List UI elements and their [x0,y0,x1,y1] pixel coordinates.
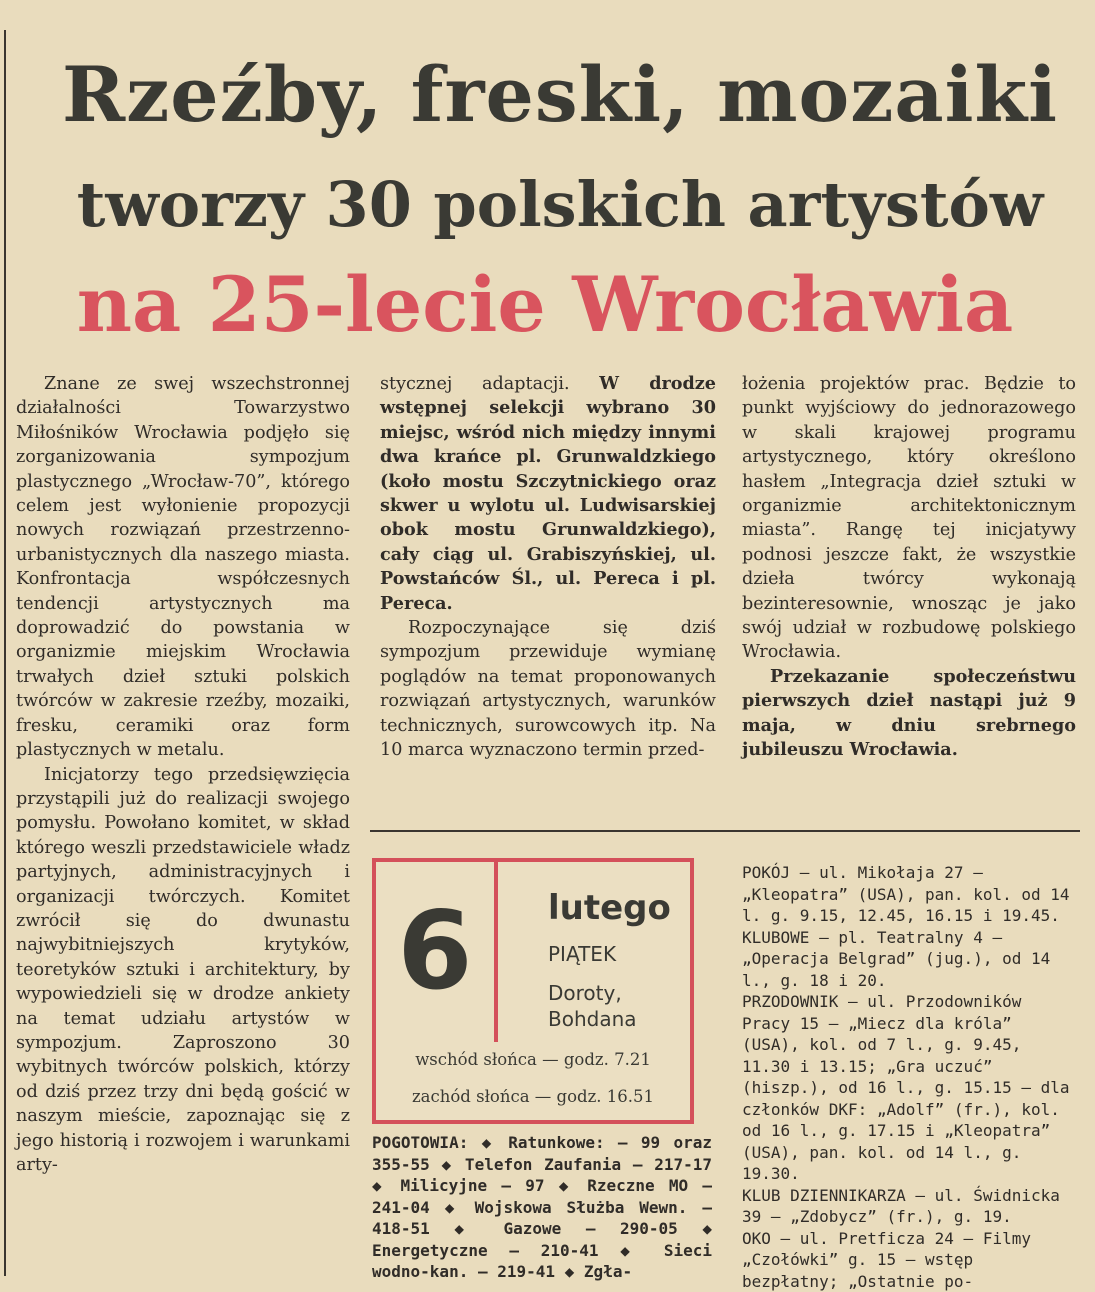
emergency-numbers: POGOTOWIA: ◆ Ratunkowe: — 99 oraz 355-55 ◆ Telefon Zaufania — 217-17 ◆ Milicyjne — 97 ◆ Rzeczne MO — 241-04 ◆ Wojskowa Służba Wewn. — 418-51 ◆ Gazowe — 290-05 ◆ Energetyczne — 210-41 ◆ Sieci wodno-kan. — 219-41 ◆ Zgła- [372,1132,712,1283]
article-paragraph: Rozpoczynające się dziś sympozjum przewiduje wymianę poglądów na temat proponowanych rozwiązań artystycznych, warunków technicznych, surowcowych itp. Na 10 marca wyznaczono termin przed- [380,616,716,762]
article-paragraph: łożenia projektów prac. Będzie to punkt wyjściowy do jednorazowego w skali krajowej programu artystycznego, który określono hasłem „Integracja dzieł sztuki w organizmie architektonicznym miasta”. Rangę tej inicjatywy podnosi jeszcze fakt, że wszystkie dzieła twórcy wykonają bezinteresownie, wnosząc je jako swój udział w rozbudowę polskiego Wrocławia. [742,372,1076,665]
sunset-text: zachód słońca — godz. 16.51 [376,1087,690,1106]
calendar-box [372,858,694,1124]
cinema-item: KLUBOWE — pl. Teatralny 4 — „Operacja Belgrad” (jug.), od 14 l., g. 18 i 20. [742,927,1078,992]
calendar-weekday: PIĄTEK [548,942,616,966]
column-rule [4,30,6,1276]
article-paragraph [380,372,716,616]
article-column-1 [16,372,350,1177]
calendar-day: 6 [376,862,498,1042]
section-divider [370,830,1080,832]
headline-line-1: Rzeźby, freski, mozaiki [40,45,1080,145]
article-bold-text: W drodze wstępnej selekcji wybrano 30 miejsc, wśród nich między innymi dwa krańce pl. Grunwaldzkiego (koło mostu Szczytnickiego oraz skwer u wylotu ul. Ludwisarskiej obok mostu Grunwaldzkiego), cały ciąg ul. Grabiszyńskiej, ul. Powstańców Śl., ul. Pereca i pl. Pereca. [380,373,716,614]
article-text: stycznej adaptacji. [380,374,599,394]
headline-line-3: na 25-lecie Wrocławia [40,255,1050,355]
article-paragraph: Inicjatorzy tego przedsięwzięcia przystąpili już do realizacji swojego pomysłu. Powołano komitet, w skład którego weszli przedstawiciele władz partyjnych, administracyjnych i organizacji twórczych. Komitet zwrócił się do dwunastu najwybitniejszych krytyków, teoretyków sztuki i architektury, by wypowiedzieli się w drodze ankiety na temat udziału artystów w sympozjum. Zaproszono 30 wybitnych twórców polskich, którzy od dziś przez trzy dni będą gościć w naszym mieście, zapoznając się z jego historią i rozwojem i warunkami arty- [16,763,350,1178]
sunrise-text: wschód słońca — godz. 7.21 [376,1050,690,1069]
cinema-item: PRZODOWNIK — ul. Przodowników Pracy 15 — „Miecz dla króla” (USA), kol. od 7 l., g. 9.45, 11.30 i 13.15; „Gra uczuć” (hiszp.), od 16 l., g. 15.15 — dla członków DKF: „Adolf” (fr.), kol. od 16 l., g. 17.15 i „Kleopatra” (USA), pan. kol. od 14 l., g. 19.30. [742,991,1078,1185]
cinema-item: POKÓJ — ul. Mikołaja 27 — „Kleopatra” (USA), pan. kol. od 14 l. g. 9.15, 12.45, 16.15 i 19.45. [742,862,1078,927]
calendar-month: lutego [548,888,671,928]
article-paragraph: Znane ze swej wszechstronnej działalności Towarzystwo Miłośników Wrocławia podjęło się zorganizowania sympozjum plastycznego „Wrocław-70”, którego celem jest wyłonienie propozycji nowych rozwiązań przestrzenno-urbanistycznych dla naszego miasta. Konfrontacja współczesnych tendencji artystycznych ma doprowadzić do powstania w organizmie miejskim Wrocławia trwałych dzieł sztuki polskich twórców w zakresie rzeźby, mozaiki, fresku, ceramiki oraz form plastycznych w metalu. [16,372,350,763]
article-column-2 [380,372,716,763]
calendar-name-days: Doroty, Bohdana [548,980,688,1032]
cinema-listings [742,862,1078,1292]
cinema-item: OKO — ul. Pretficza 24 — Filmy „Czołówki” g. 15 — wstęp bezpłatny; „Ostatnie po- [742,1228,1078,1292]
cinema-item: KLUB DZIENNIKARZA — ul. Świdnicka 39 — „Zdobycz” (fr.), g. 19. [742,1185,1078,1228]
article-column-3 [742,372,1076,763]
article-bold-paragraph: Przekazanie społeczeństwu pierwszych dzieł nastąpi już 9 maja, w dniu srebrnego jubileuszu Wrocławia. [742,665,1076,763]
headline-line-2: tworzy 30 polskich artystów [40,165,1080,245]
